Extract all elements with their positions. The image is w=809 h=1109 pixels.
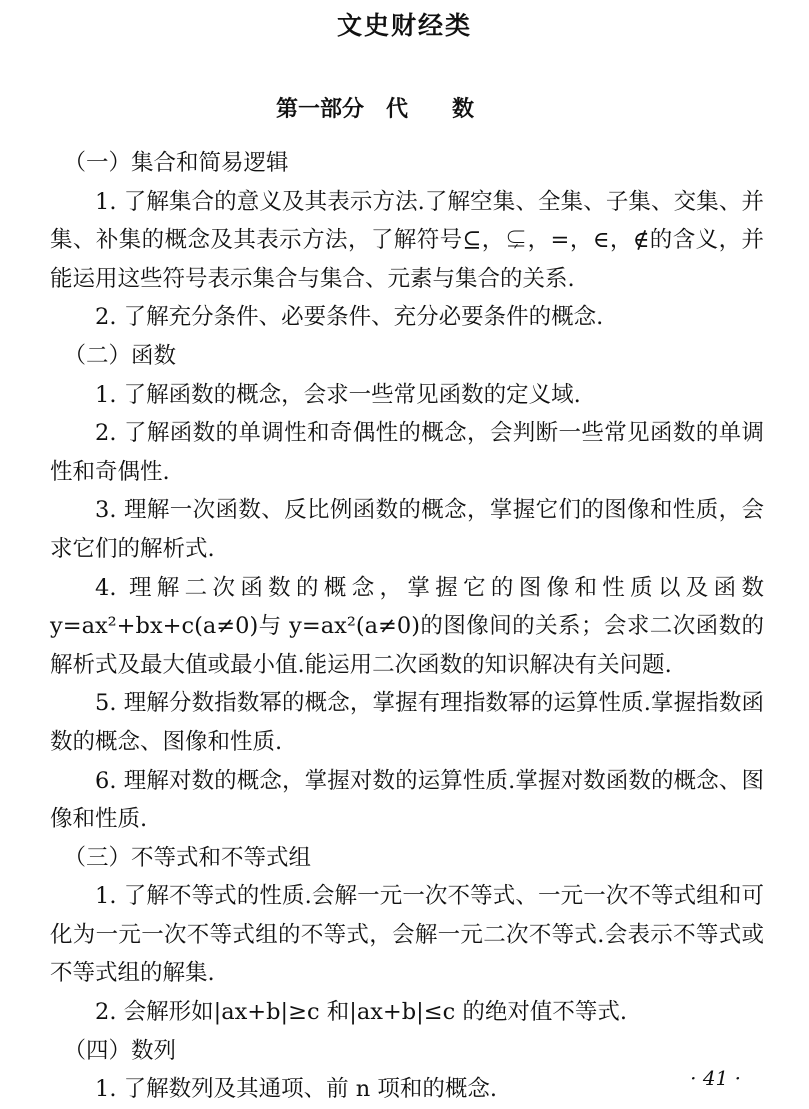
syllabus-item: 1. 了解数列及其通项、前 n 项和的概念. [95, 1076, 498, 1103]
syllabus-item: 1. 了解不等式的性质.会解一元一次不等式、一元一次不等式组和可化为一元一次不等式组的不等式，会解一元二次不等式.会表示不等式或不等式组的解集. [50, 883, 764, 987]
category-heading: 文史财经类 [336, 11, 472, 40]
page-number: · 41 · [690, 1066, 741, 1090]
syllabus-item: 1. 了解函数的概念，会求一些常见函数的定义域. [95, 381, 581, 408]
section-heading: （一）集合和简易逻辑 [63, 150, 289, 176]
syllabus-item: 1. 了解集合的意义及其表示方法.了解空集、全集、子集、交集、并集、补集的概念及其表示方法，了解符号⊆，⊊，=，∈，∉的含义，并能运用这些符号表示集合与集合、元素与集合的关系. [50, 188, 764, 292]
syllabus-item: 2. 了解充分条件、必要条件、充分必要条件的概念. [95, 304, 604, 331]
section-heading: （二）函数 [63, 342, 177, 369]
syllabus-item: 2. 会解形如|ax+b|≥c 和|ax+b|≤c 的绝对值不等式. [95, 999, 628, 1026]
syllabus-body [50, 144, 764, 1109]
section-heading: （四）数列 [63, 1037, 177, 1064]
syllabus-item: 6. 理解对数的概念，掌握对数的运算性质.掌握对数函数的概念、图像和性质. [50, 767, 764, 833]
syllabus-item: 2. 了解函数的单调性和奇偶性的概念，会判断一些常见函数的单调性和奇偶性. [50, 420, 764, 485]
syllabus-item: 4. 理解二次函数的概念，掌握它的图像和性质以及函数 y=ax²+bx+c(a≠0)与 y=ax²(a≠0)的图像间的关系；会求二次函数的解析式及最大值或最小值.能运用二次函数的知识解决有关问题. [50, 574, 764, 678]
section-heading: （三）不等式和不等式组 [63, 844, 312, 871]
part-heading: 第一部分 代 数 [276, 97, 475, 122]
syllabus-item: 3. 理解一次函数、反比例函数的概念，掌握它们的图像和性质，会求它们的解析式. [50, 497, 764, 562]
syllabus-item: 5. 理解分数指数幂的概念，掌握有理指数幂的运算性质.掌握指数函数的概念、图像和性质. [50, 690, 764, 755]
